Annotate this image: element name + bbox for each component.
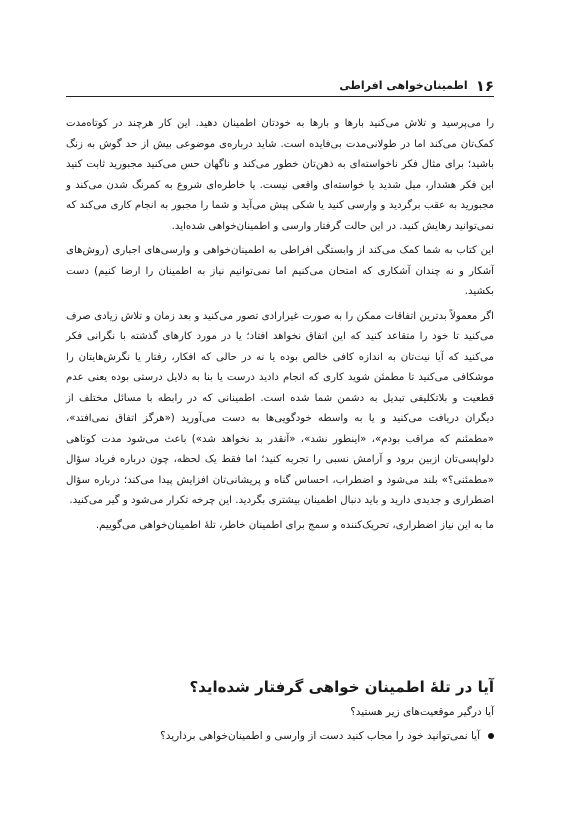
bullet-list <box>66 726 494 746</box>
list-item-text: آیا نمی‌توانید خود را مجاب کنید دست از وارسی و اطمینان‌خواهی بردارید؟ <box>160 730 480 742</box>
page-header <box>66 72 494 97</box>
section-heading: آیا در تلهٔ اطمینان خواهی گرفتار شده‌اید؟ <box>189 678 494 696</box>
paragraph: را می‌پرسید و تلاش می‌کنید بارها و بارها به خودتان اطمینان دهید. این کار هرچند در کوتاه‌مدت کمک‌تان می‌کند اما در طولانی‌مدت بی‌فایده است. شاید درباره‌ی موضوعی بیش از حد گوش به زنگ باشید؛ برای مثال فکر ناخواسته‌ای به ذهن‌تان خطور می‌کند و ناگهان حس می‌کنید مجبورید ثابت کنید این فکر هشدار، میل شدید یا خواسته‌ای واقعی نیست. یا خاطره‌ای شروع به کمرنگ شدن می‌کند و مجبورید به عقب برگردید و وارسی کنید یا شکی پیش می‌آید و شما را مجبور به انجام کاری می‌کند که نمی‌توانید رهایش کنید. در این حالت گرفتار وارسی و اطمینان‌خواهی شده‌اید. <box>66 118 494 232</box>
paragraph: این کتاب به شما کمک می‌کند از وابستگی افراطی به اطمینان‌خواهی و وارسی‌های اجباری (روش‌های آشکار و نه چندان آشکاری که امتحان می‌کنیم اما نمی‌توانیم نیاز به اطمینان را ارضا کنیم) دست بکشید. <box>66 245 494 297</box>
paragraph: ما به این نیاز اضطراری، تحریک‌کننده و سمج برای اطمینان خاطر، تلهٔ اطمینان‌خواهی می‌گوییم. <box>95 519 494 531</box>
bullet-icon <box>488 733 494 739</box>
body-text <box>66 114 494 540</box>
section-question: آیا درگیر موقعیت‌های زیر هستید؟ <box>350 706 494 718</box>
page-number: ۱۶ <box>475 77 494 95</box>
running-title: اطمینان‌خواهی افراطی <box>339 79 468 92</box>
list-item <box>66 726 494 746</box>
paragraph: اگر معمولاً بدترین اتفاقات ممکن را به صورت غیرارادی تصور می‌کنید و بعد زمان و تلاش زیادی صرف می‌کنید تا خود را متقاعد کنید که این اتفاق نخواهد افتاد؛ یا در مورد کارهای گذشته با نگرانی فکر می‌کنید که آیا نیت‌تان به اندازه کافی خالص بوده یا نه در حالی که افکار، رفتار یا نگرش‌هایتان را موشکافی می‌کنید تا مطمئن شوید کاری که انجام دادید درست یا بنا به دلایل درستی بوده یعنی عدم قطعیت و بلاتکلیفی تبدیل به دشمن شما شده است. اطمینانی که در رابطه با مسائل مختلف از دیگران دریافت می‌کنید و یا به واسطه خودگویی‌ها به دست می‌آورید («هرگز اتفاق نمی‌افتد»، «مطمئنم که مراقب بودم»، «اینطور نشد»، «آنقدر بد نخواهد شد») باعث می‌شود مدت کوتاهی دلواپسی‌تان ازبین برود و آرامش نسبی را تجربه کنید؛ اما فقط یک لحظه، چون درباره فریاد سؤال «مطمئنی؟» بلند می‌شود و اضطراب، احساس گناه و پریشانی‌تان افزایش پیدا می‌کند؛ درباره سؤال اضطراری و جدیدی دارید و باید دنبال اطمینان بیشتری بگردید. این چرخه تکرار می‌شود و گیر می‌کنید. <box>66 310 494 506</box>
